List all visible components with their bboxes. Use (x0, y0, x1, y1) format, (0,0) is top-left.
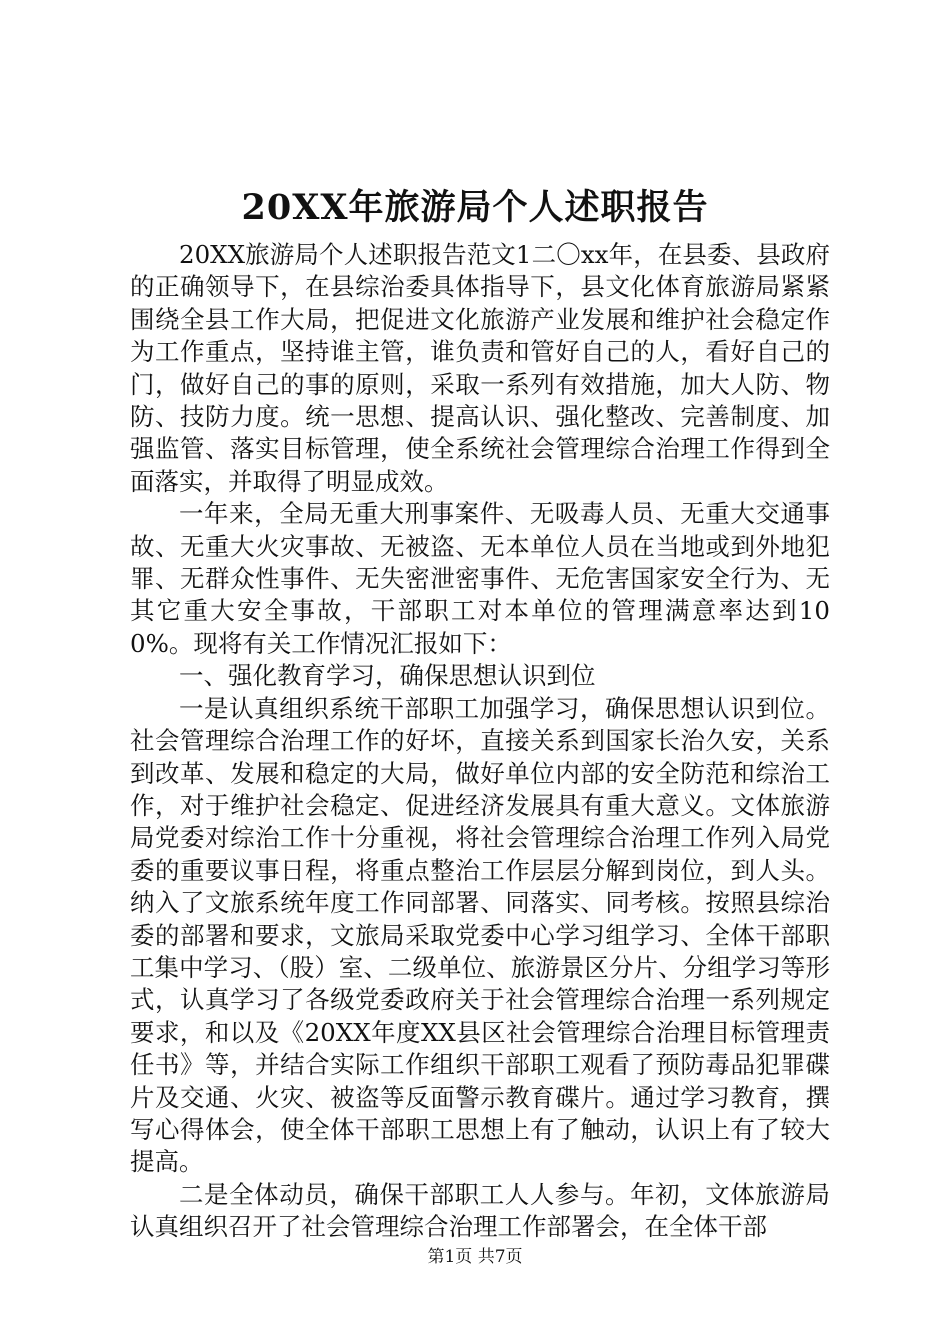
paragraph-summary: 一年来，全局无重大刑事案件、无吸毒人员、无重大交通事故、无重大火灾事故、无被盗、无本单位人员在当地或到外地犯罪、无群众性事件、无失密泄密事件、无危害国家安全行为、无其它重大安全事故，干部职工对本单位的管理满意率达到100%。现将有关工作情况汇报如下： (130, 499, 830, 658)
paragraph-mobilize: 二是全体动员，确保干部职工人人参与。年初，文体旅游局认真组织召开了社会管理综合治理工作部署会，在全体干部 (130, 1179, 830, 1242)
page-footer: 第1页 共7页 (427, 1247, 523, 1267)
document-body (130, 239, 830, 1244)
section-heading: 一、强化教育学习，确保思想认识到位 (179, 661, 596, 691)
paragraph-study: 一是认真组织系统干部职工加强学习，确保思想认识到位。社会管理综合治理工作的好坏，直接关系到国家长治久安，关系到改革、发展和稳定的大局，做好单位内部的安全防范和综治工作，对于维护社会稳定、促进经济发展具有重大意义。文体旅游局党委对综治工作十分重视，将社会管理综合治理工作列入局党委的重要议事日程，将重点整治工作层层分解到岗位，到人头。纳入了文旅系统年度工作同部署、同落实、同考核。按照县综治委的部署和要求，文旅局采取党委中心学习组学习、全体干部职工集中学习、（股）室、二级单位、旅游景区分片、分组学习等形式，认真学习了各级党委政府关于社会管理综合治理一系列规定要求，和以及《20XX年度XX县区社会管理综合治理目标管理责任书》等，并结合实际工作组织干部职工观看了预防毒品犯罪碟片及交通、火灾、被盗等反面警示教育碟片。通过学习教育，撰写心得体会，使全体干部职工思想上有了触动，认识上有了较大提高。 (130, 693, 830, 1177)
paragraph-intro: 20XX旅游局个人述职报告范文1二〇xx年，在县委、县政府的正确领导下，在县综治委具体指导下，县文化体育旅游局紧紧围绕全县工作大局，把促进文化旅游产业发展和维护社会稳定作为工作重点，坚持谁主管，谁负责和管好自己的人，看好自己的门，做好自己的事的原则，采取一系列有效措施，加大人防、物防、技防力度。统一思想、提高认识、强化整改、完善制度、加强监管、落实目标管理，使全系统社会管理综合治理工作得到全面落实，并取得了明显成效。 (130, 240, 830, 496)
document-title: 20XX年旅游局个人述职报告 (241, 187, 709, 228)
